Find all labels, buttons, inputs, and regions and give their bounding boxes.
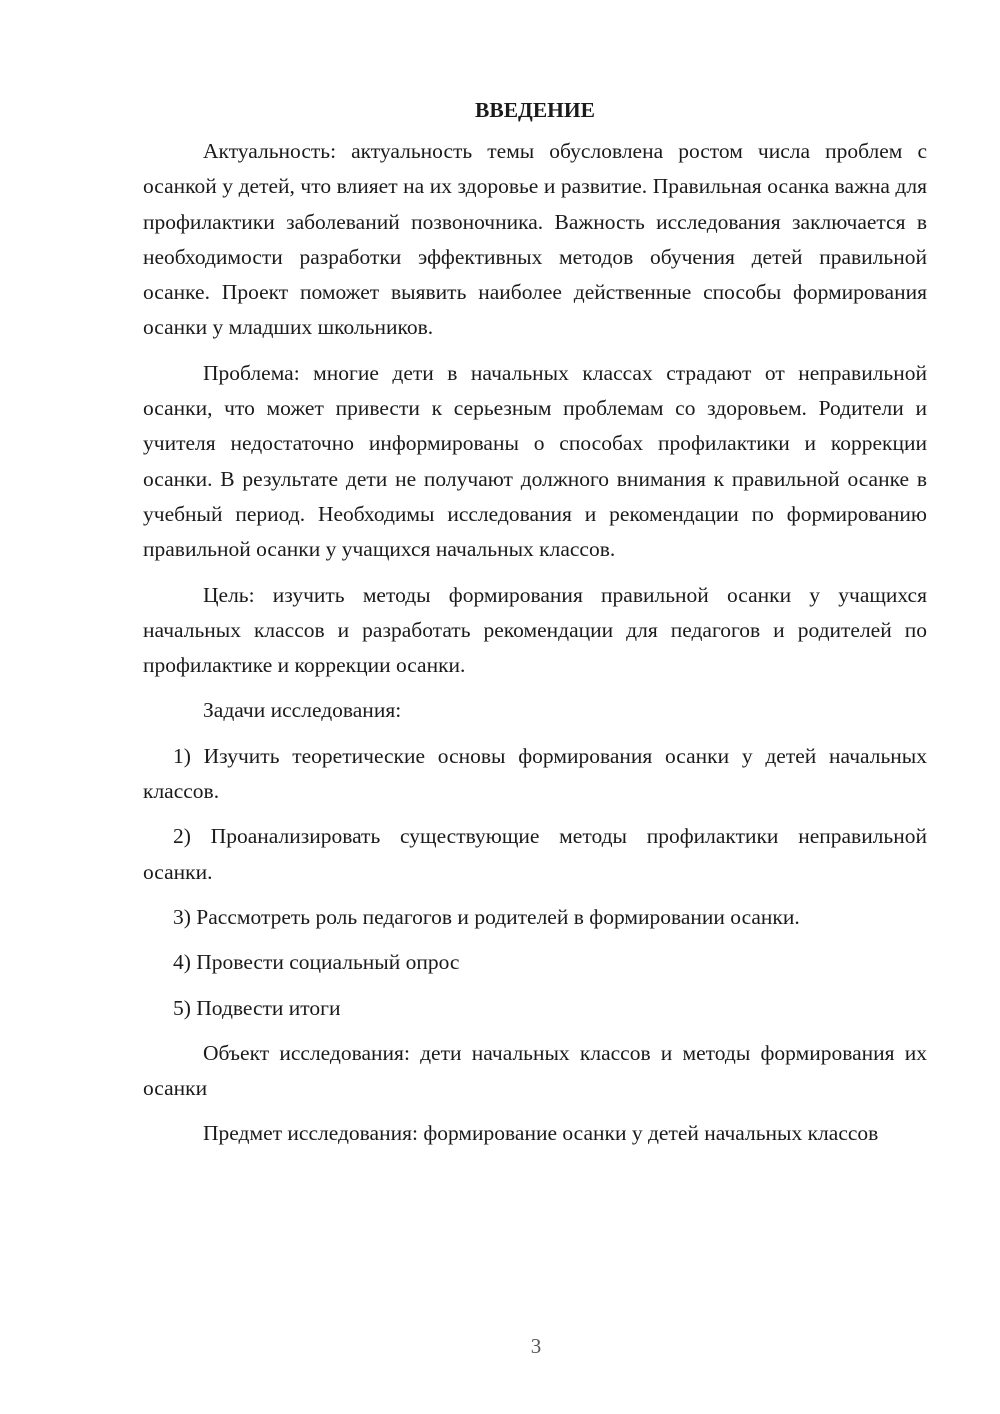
task-item: 1) Изучить теоретические основы формирования осанки у детей начальных классов. <box>143 743 927 804</box>
tasks-title: Задачи исследования: <box>203 698 402 723</box>
paragraph-goal: Цель: изучить методы формирования правильной осанки у учащихся начальных классов и разработать рекомендации для педагогов и родителей по профилактике и коррекции осанки. <box>143 582 927 678</box>
page-number: 3 <box>530 1334 542 1358</box>
paragraph-object: Объект исследования: дети начальных классов и методы формирования их осанки <box>143 1040 927 1101</box>
paragraph-subject: Предмет исследования: формирование осанки у детей начальных классов <box>203 1121 879 1146</box>
paragraph-relevance: Актуальность: актуальность темы обусловлена ростом числа проблем с осанкой у детей, что влияет на их здоровье и развитие. Правильная осанка важна для профилактики заболеваний позвоночника. Важность исследования заключается в необходимости разработки эффективных методов обучения детей правильной осанке. Проект поможет выявить наиболее действенные способы формирования осанки у младших школьников. <box>143 139 927 340</box>
task-item: 5) Подвести итоги <box>173 995 341 1020</box>
document-page <box>143 95 927 1162</box>
task-item: 3) Рассмотреть роль педагогов и родителей в формировании осанки. <box>173 904 800 929</box>
task-item: 2) Проанализировать существующие методы профилактики неправильной осанки. <box>143 824 927 884</box>
paragraph-problem: Проблема: многие дети в начальных классах страдают от неправильной осанки, что может привести к серьезным проблемам со здоровьем. Родители и учителя недостаточно информированы о способах профилактики и коррекции осанки. В результате дети не получают должного внимания к правильной осанке в учебный период. Необходимы исследования и рекомендации по формированию правильной осанки у учащихся начальных классов. <box>143 360 927 562</box>
task-item: 4) Провести социальный опрос <box>173 950 460 975</box>
page-title: ВВЕДЕНИЕ <box>475 98 595 122</box>
